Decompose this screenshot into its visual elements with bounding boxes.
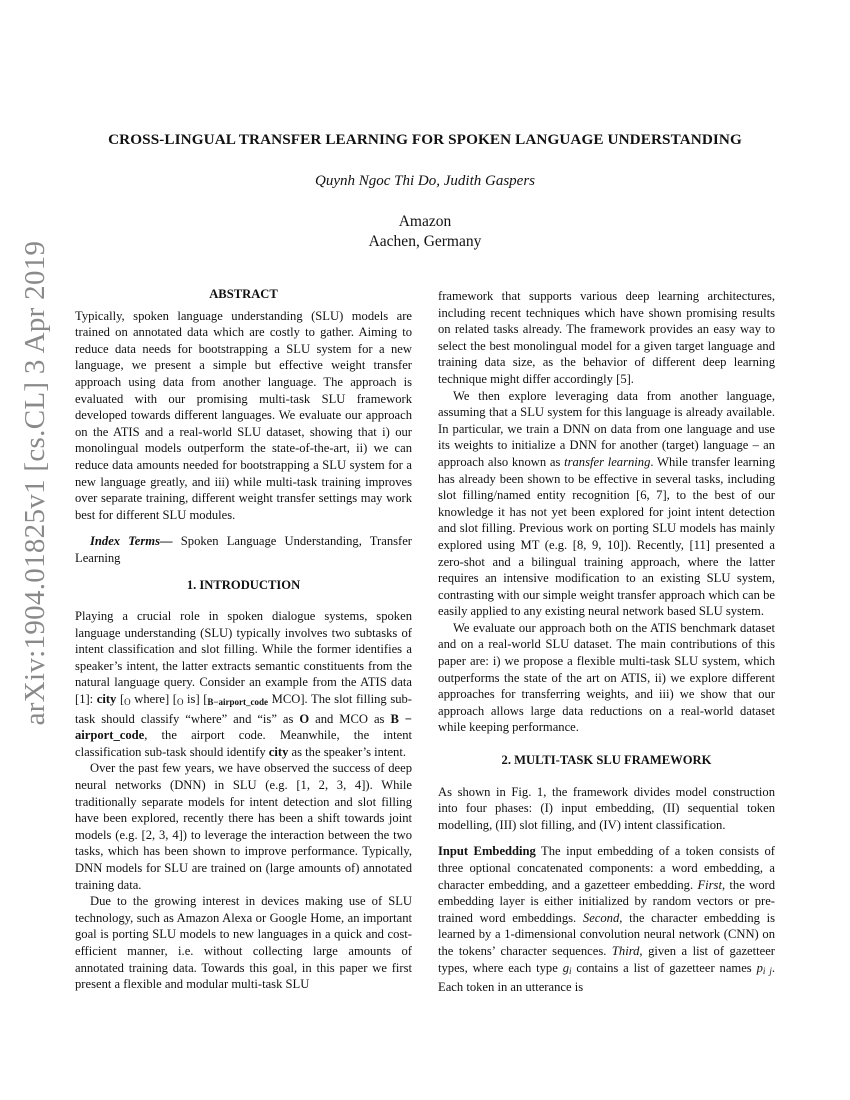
right-column bbox=[438, 288, 775, 996]
section2-paragraph-1: As shown in Fig. 1, the framework divides model construction into four phases: (I) input embedding, (II) sequential token modelling, (III) slot filling, and (IV) intent classification. bbox=[438, 784, 775, 832]
intro-paragraph-3: Due to the growing interest in devices making use of SLU technology, such as Amazon Alexa or Google Home, an important goal is porting SLU models to new languages in a quick and cost-efficient manner, i.e. without collecting large amounts of annotated training data. Towards this goal, in this paper we first present a flexible and modular multi-task SLU bbox=[75, 894, 412, 992]
abstract-text: Typically, spoken language understanding (SLU) models are trained on annotated data which are costly to gather. Aiming to reduce data needs for bootstrapping a SLU system for a new language, we present a simple but effective weight transfer approach using data from another language. The approach is evaluated with our promising multi-task SLU framework developed towards different languages. We evaluate our approach on the ATIS and a real-world SLU dataset, showing that i) our monolingual models outperform the state-of-the-art, ii) we can reduce data amounts needed for bootstrapping a SLU system for a new language greatly, and iii) while multi-task training improves over separate training, different weight transfer settings may work best for different SLU modules. bbox=[75, 308, 412, 522]
affiliation bbox=[40, 212, 810, 252]
affiliation-location: Aachen, Germany bbox=[368, 233, 482, 250]
paper-authors: Quynh Ngoc Thi Do, Judith Gaspers bbox=[315, 173, 535, 189]
input-embedding-paragraph: Input Embedding The input embedding of a token consists of three optional concatenated components: a word embedding, a character embedding, and a gazetteer embedding. First, the word embedding layer is either initialized by random vectors or pre-trained word embeddings. Second, the character embedding is learned by a 1-dimensional convolution neural network (CNN) on the tokens’ character sequences. Third, given a list of gazetteer types, where each type $g_i$ contains a list of gazetteer names $p_{i j}$. Each token in an utterance is bbox=[438, 844, 775, 995]
intro-heading: 1. INTRODUCTION bbox=[186, 577, 301, 592]
arxiv-stamp: arXiv:1904.01825v1 [cs.CL] 3 Apr 2019 bbox=[19, 240, 51, 726]
left-column bbox=[75, 286, 412, 993]
index-terms-label: Index Terms— bbox=[90, 534, 173, 549]
intro-paragraph-1: Playing a crucial role in spoken dialogue systems, spoken language understanding (SLU) typically involves two subtasks of intent classification and slot filling. While the former identifies a speaker’s intent, the latter extracts semantic constituents from the natural language query. Consider an example from the ATIS data [1]: city [$_O$ where] [$_O$ is] [$_{B-airport\_code}$ MCO]. The slot filling sub-task should classify “where” and “is” as O and MCO as B − airport_code, the airport code. Meanwhile, the intent classification sub-task should identify city as the speaker’s intent. bbox=[75, 609, 413, 759]
abstract-heading: ABSTRACT bbox=[209, 287, 278, 301]
paper-title: CROSS-LINGUAL TRANSFER LEARNING FOR SPOKEN LANGUAGE UNDERSTANDING bbox=[108, 131, 742, 148]
right-paragraph-2: We then explore leveraging data from another language, assuming that a SLU system for this language is already available. In particular, we train a DNN on data from one language and use its weights to initialize a DNN for another (target) language – an approach also known as transfer learning. While transfer learning has already been shown to be effective in several tasks, including slot filling/named entity recognition [6, 7], to the best of our knowledge it has not yet been explored for joint intent detection and slot filling. Previous work on porting SLU models has mainly explored using MT (e.g. [8, 9, 10]). Recently, [11] presented a zero-shot and a bilingual training approach, where the latter requires an intensive modification to an existing SLU system, contrasting with our simple weight transfer approach which can be easily applied to any existing neural network based SLU system. bbox=[438, 388, 775, 619]
input-embedding-label: Input Embedding bbox=[438, 844, 536, 859]
section2-heading: 2. MULTI-TASK SLU FRAMEWORK bbox=[501, 753, 712, 768]
right-paragraph-1: framework that supports various deep learning architectures, including recent techniques which have shown promising results on related tasks already. The framework provides an easy way to select the best monolingual model for a given target language and training data size, as the behavior of different deep learning technique might differ accordingly [5]. bbox=[438, 289, 775, 386]
affiliation-org: Amazon bbox=[398, 213, 452, 230]
index-terms bbox=[75, 533, 412, 566]
index-terms-text: Spoken Language Understanding, Transfer Learning bbox=[75, 534, 412, 565]
right-paragraph-3: We evaluate our approach both on the ATIS benchmark dataset and on a real-world SLU dataset. The main contributions of this paper are: i) we propose a flexible multi-task SLU system, which outperforms the state of the art on ATIS, ii) we explore different approaches for transferring weights, and iii) we show that our approach allows large data reductions on a real-world dataset while keeping performance. bbox=[438, 620, 775, 735]
intro-paragraph-2: Over the past few years, we have observed the success of deep neural networks (DNN) in SLU (e.g. [1, 2, 3, 4]). While traditionally separate models for intent detection and slot filling have been explored, recently there has been a shift towards joint models (e.g. [2, 3, 4]) to leverage the interaction between the two tasks, which has been shown to improve performance. Typically, DNN models for SLU are trained on (large amounts of) annotated training data. bbox=[75, 761, 412, 892]
